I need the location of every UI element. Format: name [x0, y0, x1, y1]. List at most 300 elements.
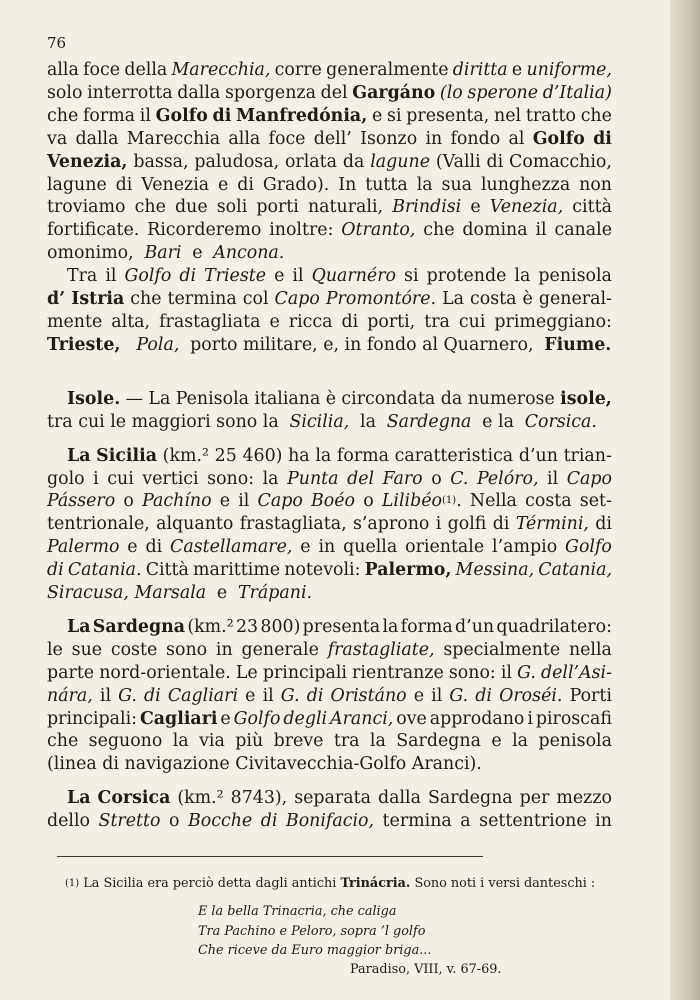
word-group [177, 787, 223, 810]
word-group [470, 288, 517, 311]
word-group [554, 219, 612, 242]
word-group [177, 82, 220, 105]
word-group [283, 708, 327, 731]
text-run: la [369, 731, 386, 752]
word-group [307, 685, 324, 708]
text-run: in [595, 811, 612, 832]
word-group [274, 730, 324, 753]
text-run: le [47, 639, 63, 660]
word-group [100, 685, 111, 708]
text-run: il [238, 491, 250, 512]
word-group [436, 151, 481, 174]
italic-text: Pássero [47, 491, 116, 512]
word-group [527, 708, 533, 731]
text-line [47, 82, 612, 105]
word-group [392, 196, 461, 219]
text-run: marittime [193, 560, 281, 581]
word-group [470, 490, 517, 513]
word-group [140, 708, 218, 731]
word-group [526, 59, 612, 82]
text-run: del [320, 82, 348, 103]
text-run: foce [83, 60, 121, 80]
word-group [234, 708, 281, 731]
italic-text: Brindisi [392, 197, 462, 218]
italic-text: di [306, 685, 324, 706]
word-group [243, 288, 269, 311]
word-group [67, 388, 120, 411]
word-group [67, 616, 91, 639]
word-group [318, 536, 335, 559]
word-group [308, 196, 383, 219]
text-run: che [580, 105, 612, 126]
italic-text: Trieste [204, 266, 267, 287]
text-run: o [169, 811, 180, 832]
word-group [47, 513, 150, 536]
text-line [47, 753, 612, 776]
word-group [395, 445, 514, 468]
word-group [261, 810, 278, 833]
text-line [47, 559, 612, 582]
text-run: paludosa, [194, 151, 280, 172]
text-run: non [579, 174, 612, 195]
italic-text: Lilibéo [381, 491, 443, 512]
word-group [133, 151, 188, 174]
text-line [47, 128, 612, 151]
text-run: quella [343, 537, 398, 558]
word-group [427, 265, 507, 288]
word-group [341, 219, 415, 242]
paragraph-gap [47, 605, 612, 616]
bold-text: Manfredónia, [236, 105, 368, 126]
italic-text: di [475, 685, 492, 706]
italic-text: Catania, [538, 560, 612, 581]
word-group [423, 219, 454, 242]
bold-text: La [67, 788, 91, 809]
word-group [431, 468, 441, 491]
text-run: 8743), [230, 788, 288, 809]
text-run: ricca [288, 311, 333, 332]
italic-text: Oristáno [330, 685, 407, 706]
italic-text: Capo [566, 468, 612, 489]
text-run: Sardegna [427, 788, 513, 809]
bold-text: Gargáno [352, 82, 436, 103]
text-run: e la [476, 411, 520, 432]
text-run: golfi [447, 514, 487, 535]
word-group [47, 708, 137, 731]
word-group [520, 787, 550, 810]
text-run: e [511, 60, 523, 80]
italic-text: Punta [287, 468, 339, 489]
word-group [236, 662, 258, 685]
text-run: e [218, 174, 229, 195]
word-group [47, 559, 64, 582]
text-run: presenta, [406, 105, 490, 126]
word-group [258, 490, 303, 513]
word-group [144, 685, 161, 708]
text-run: da [440, 388, 463, 409]
text-run: è [522, 289, 533, 310]
italic-text: degli [283, 708, 328, 729]
italic-text: Palermo [47, 537, 120, 558]
italic-text: Golfo [124, 266, 172, 287]
text-line [47, 685, 612, 708]
footnote-term: Trinácria. [340, 876, 411, 891]
bold-text: Cagliari [139, 708, 218, 729]
text-run: solo [47, 82, 83, 103]
text-line [47, 616, 612, 639]
word-group [263, 174, 330, 197]
text-run: naturali, [307, 197, 384, 218]
text-run: (km.² [162, 445, 209, 466]
italic-text: Trápani. [237, 583, 313, 604]
word-group [579, 174, 612, 197]
text-run: di [341, 311, 359, 332]
word-group [179, 265, 196, 288]
word-group [111, 311, 150, 334]
italic-text: Capo [257, 491, 303, 512]
text-run: mezzo [556, 788, 612, 809]
text-run: di [595, 514, 612, 535]
word-group [494, 311, 612, 334]
italic-text: Catania. [67, 560, 142, 581]
italic-text: (lo [439, 82, 463, 103]
word-group [300, 536, 310, 559]
word-group [443, 639, 560, 662]
word-group [509, 151, 612, 174]
word-group [414, 685, 424, 708]
word-group [67, 445, 91, 468]
text-run: sporgenza [224, 82, 316, 103]
word-group [163, 445, 209, 468]
text-run: della [124, 60, 168, 80]
text-run: Le [235, 662, 258, 683]
word-group [569, 639, 612, 662]
word-group [286, 810, 374, 833]
word-group [216, 639, 233, 662]
text-run: col [242, 289, 269, 310]
text-run: in [318, 537, 336, 558]
text-run: principali: [47, 708, 137, 729]
word-group [541, 662, 612, 685]
text-run: e [274, 266, 285, 287]
text-run: . [456, 491, 462, 512]
text-run: e [127, 537, 138, 558]
word-group [442, 288, 464, 311]
text-run: bassa, [133, 151, 189, 172]
text-run: s’aprono [352, 514, 430, 535]
italic-text: di [179, 266, 197, 287]
word-group [292, 265, 303, 288]
text-run: quadrilatero: [496, 616, 612, 637]
text-run: (Valli [435, 151, 481, 172]
word-group [404, 265, 419, 288]
word-group [525, 490, 572, 513]
word-group [47, 288, 65, 311]
italic-text: Pachíno [142, 491, 212, 512]
word-group [242, 445, 282, 468]
word-group [47, 730, 78, 753]
word-group [396, 730, 481, 753]
word-group [93, 616, 185, 639]
text-line [47, 468, 612, 491]
text-run: domina [462, 220, 528, 241]
text-run: notevoli: [284, 560, 361, 581]
text-run: golo [47, 468, 85, 489]
word-group [406, 105, 489, 128]
word-group [417, 174, 433, 197]
word-group [526, 105, 576, 128]
text-line [47, 810, 612, 833]
text-run: e [186, 243, 209, 264]
italic-text: Corsica. [524, 411, 597, 432]
word-group [543, 82, 612, 105]
italic-text: lagune [370, 151, 430, 172]
text-run: orlata [284, 151, 338, 172]
word-group [538, 730, 612, 753]
text-run: breve [273, 731, 324, 752]
word-group [47, 59, 79, 82]
word-group [449, 685, 468, 708]
italic-text: Aranci, [330, 708, 394, 729]
text-run: porto militare, e, in fondo al Quarnero, [184, 334, 540, 355]
italic-text: Pelóro, [476, 468, 539, 489]
word-group [47, 810, 90, 833]
word-group [237, 174, 254, 197]
text-run: lunghezza [480, 174, 571, 195]
word-group [383, 468, 423, 491]
italic-text: Sicilia, [289, 411, 350, 432]
text-run: ove [396, 708, 427, 729]
word-group [593, 128, 612, 151]
word-group [372, 105, 382, 128]
text-run: forma [336, 445, 389, 466]
verse-line: Tra Pachino e Peloro, sopra ’l golfo [198, 923, 426, 939]
word-group [285, 151, 337, 174]
word-group [124, 265, 171, 288]
text-run: primeggiano: [494, 311, 612, 332]
word-group [275, 59, 322, 82]
text-run: protende [426, 266, 507, 287]
word-group [99, 810, 161, 833]
word-group [535, 219, 546, 242]
text-line [47, 662, 612, 685]
italic-text: Ancona. [213, 243, 285, 264]
word-group [254, 388, 320, 411]
word-group [124, 59, 167, 82]
text-run: 25 [214, 445, 237, 466]
verse-line: E la bella Trinacria, che caliga [198, 904, 397, 919]
text-run: troviamo [47, 197, 126, 218]
bold-text: Golfo [155, 105, 208, 126]
word-group [547, 468, 558, 491]
word-group [314, 128, 352, 151]
word-group [496, 616, 612, 639]
word-group [269, 128, 306, 151]
bold-text: isole, [560, 388, 612, 409]
text-run: l’ampio [492, 537, 558, 558]
text-run: porti [256, 197, 299, 218]
body-text [47, 59, 612, 833]
text-run: la [315, 445, 332, 466]
text-run: forma [400, 616, 453, 637]
text-run: 23 [235, 616, 259, 637]
word-group [71, 288, 124, 311]
text-run: principali [262, 662, 347, 683]
word-group [338, 174, 356, 197]
text-run: la [416, 174, 433, 195]
italic-text: Cagliari [167, 685, 239, 706]
text-run: ha [288, 445, 310, 466]
italic-text: Faro [382, 468, 423, 489]
text-run: la [354, 411, 382, 432]
text-run: caratteristica [394, 445, 514, 466]
footnote-text-before: La Sicilia era perciò detta dagli antichi [83, 876, 341, 891]
word-group [564, 445, 612, 468]
text-run: che [423, 220, 455, 241]
text-run: penisola [538, 266, 612, 287]
word-group [468, 388, 555, 411]
text-run: da [342, 151, 365, 172]
bold-text: Trieste, [47, 334, 121, 355]
text-run: 460) [242, 445, 283, 466]
text-run: omonimo, [47, 243, 140, 264]
text-line [47, 730, 612, 753]
italic-text: G. [517, 662, 536, 683]
word-group [47, 536, 119, 559]
text-run: e [413, 685, 425, 706]
word-group [156, 105, 208, 128]
text-run: Isonzo [360, 128, 418, 149]
word-group [141, 174, 209, 197]
word-group [47, 311, 102, 334]
word-group [107, 468, 134, 491]
text-run: tentrionale, [47, 514, 150, 535]
word-group [460, 810, 470, 833]
word-group [567, 468, 612, 491]
word-group [281, 685, 300, 708]
text-run: il [139, 105, 151, 126]
word-group [326, 288, 436, 311]
word-group [536, 708, 612, 731]
word-group [431, 685, 442, 708]
word-group [220, 708, 230, 731]
text-run: di [486, 151, 504, 172]
italic-text: frastagliate, [327, 639, 435, 660]
text-run: dell’ [313, 128, 352, 149]
text-line [47, 219, 612, 242]
text-line [47, 708, 612, 731]
text-run: che [47, 731, 79, 752]
italic-text: Messina, [455, 560, 535, 581]
italic-text: di [260, 811, 278, 832]
text-run: e [211, 583, 233, 604]
word-group [430, 708, 525, 731]
italic-text: Boéo [311, 491, 356, 512]
text-run: general- [538, 289, 612, 310]
italic-text: Bocche [187, 811, 253, 832]
word-group [462, 219, 527, 242]
bold-text: Corsica [97, 788, 171, 809]
text-run: coste [110, 639, 158, 660]
paragraph-gap [47, 357, 612, 388]
bold-text: Isole. [67, 388, 121, 409]
text-run: inoltre: [269, 220, 334, 241]
text-run: canale [554, 220, 612, 241]
text-run: due [174, 197, 208, 218]
text-run: (km.² [177, 788, 224, 809]
paragraph-gap [47, 776, 612, 787]
text-run: e [470, 197, 481, 218]
italic-text: G. [449, 685, 469, 706]
word-group [303, 616, 381, 639]
text-run: costa [525, 491, 572, 512]
verse-line: Che riceve da Euro maggior briga... [198, 943, 432, 958]
word-group [330, 708, 393, 731]
text-run: corre [274, 60, 322, 80]
word-group [365, 559, 452, 582]
text-run: e [269, 311, 280, 332]
text-run: è [325, 388, 337, 409]
text-run: e [219, 491, 231, 512]
text-run: città [572, 197, 612, 218]
text-run: Penisola [175, 388, 250, 409]
word-group [475, 685, 492, 708]
word-group [450, 468, 468, 491]
word-group [477, 468, 539, 491]
word-group [383, 810, 452, 833]
italic-text: Oroséi. [499, 685, 563, 706]
word-group [396, 708, 427, 731]
text-line [47, 787, 612, 810]
text-run: la [512, 731, 529, 752]
word-group [401, 616, 453, 639]
text-run: di [115, 174, 133, 195]
text-run: in [215, 639, 233, 660]
word-group [118, 685, 137, 708]
word-group [75, 128, 118, 151]
italic-text: Stretto [98, 811, 161, 832]
text-run: parte [47, 662, 95, 683]
word-group [360, 128, 417, 151]
text-run: La [148, 388, 171, 409]
text-run: lagune [47, 174, 107, 195]
word-group [127, 536, 137, 559]
word-group [441, 388, 463, 411]
text-run: mente [47, 311, 103, 332]
italic-text: G. [280, 685, 300, 706]
text-run: e [491, 731, 502, 752]
text-run [126, 334, 132, 357]
text-run: al [508, 128, 525, 149]
word-group [236, 105, 367, 128]
word-group [199, 730, 225, 753]
text-run: alquanto [156, 514, 234, 535]
word-group [111, 639, 157, 662]
word-group [533, 128, 585, 151]
text-run: italiana [254, 388, 321, 409]
word-group [169, 810, 179, 833]
text-run: di [492, 514, 510, 535]
text-run: il [431, 685, 443, 706]
word-group [326, 388, 336, 411]
text-run: alta, [111, 311, 151, 332]
bold-text: di [212, 105, 232, 126]
word-group [287, 468, 338, 491]
word-group [352, 662, 444, 685]
word-group [263, 685, 274, 708]
word-group [47, 490, 115, 513]
footnote-text-after: Sono noti i versi danteschi : [410, 876, 596, 891]
